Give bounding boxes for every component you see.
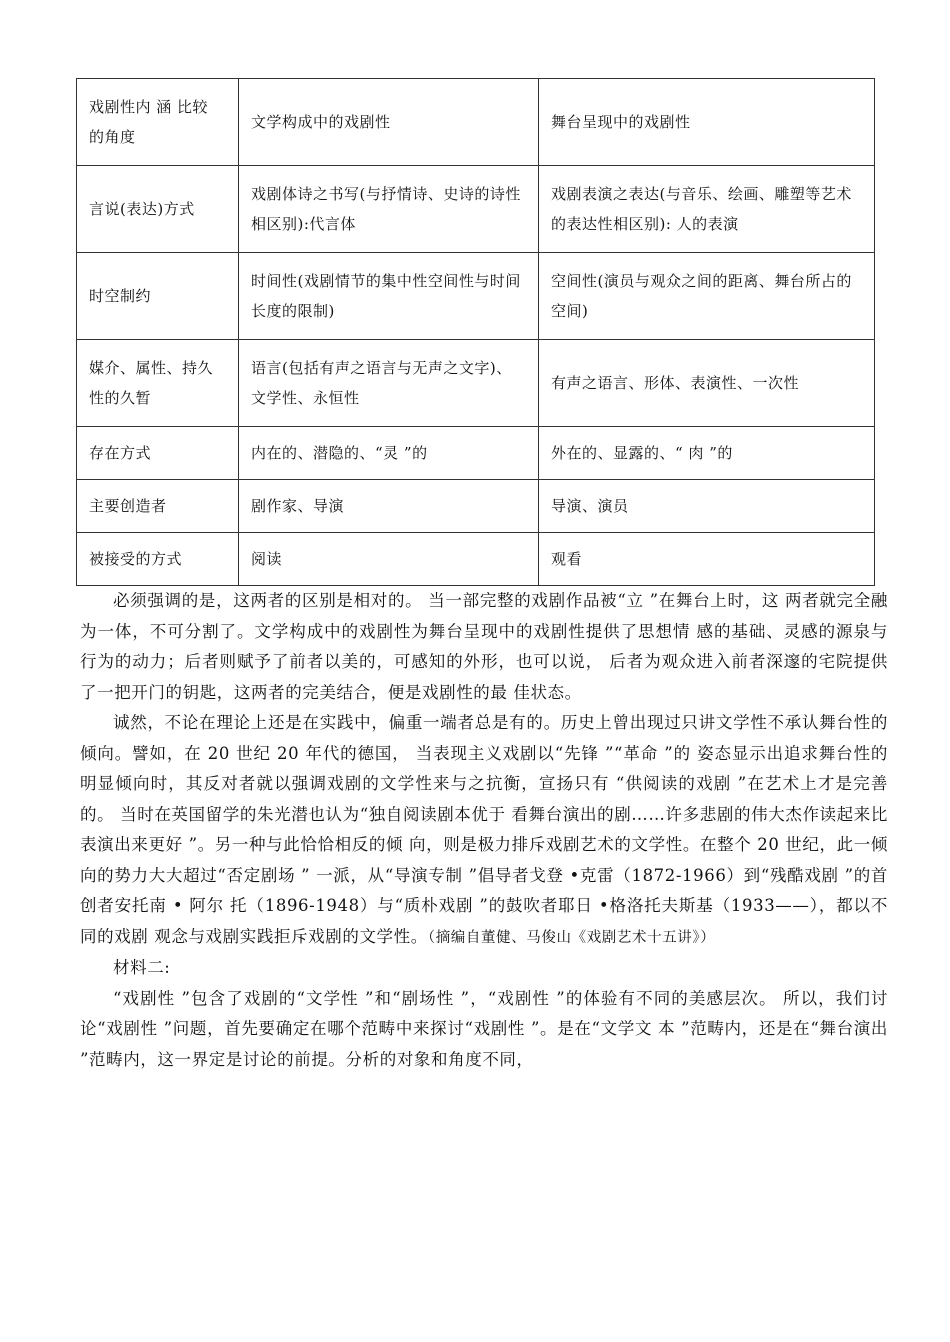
table-cell: 戏剧表演之表达(与音乐、绘画、雕塑等艺术的表达性相区别): 人的表演 [539, 166, 875, 253]
source-citation: （摘编自董健、马俊山《戏剧艺术十五讲》） [427, 929, 716, 946]
table-cell: 有声之语言、形体、表演性、一次性 [539, 340, 875, 427]
table-cell: 言说(表达)方式 [77, 166, 239, 253]
table-cell: 内在的、潜隐的、“灵 ”的 [239, 427, 539, 480]
table-cell: 时间性(戏剧情节的集中性空间性与时间长度的限制) [239, 253, 539, 340]
table-cell: 存在方式 [77, 427, 239, 480]
table-row [77, 533, 875, 586]
paragraph-1: 必须强调的是，这两者的区别是相对的。 当一部完整的戏剧作品被“立 ”在舞台上时，这 两者就完全融为一体，不可分割了。文学构成中的戏剧性为舞台呈现中的戏剧性提供了思想情 感的基础、灵感的源泉与行为的动力；后者则赋予了前者以美的，可感知的外形，也可以说， 后者为观众进入前者深邃的宅院提供了一把开门的钥匙，这两者的完美结合，便是戏剧性的最 佳状态。 [80, 591, 888, 702]
table-row [77, 79, 875, 166]
table-cell: 空间性(演员与观众之间的距离、舞台所占的空间) [539, 253, 875, 340]
table-cell: 戏剧体诗之书写(与抒情诗、史诗的诗性相区别):代言体 [239, 166, 539, 253]
table-cell: 舞台呈现中的戏剧性 [539, 79, 875, 166]
table-cell: 文学构成中的戏剧性 [239, 79, 539, 166]
table-cell: 外在的、显露的、“ 肉 ”的 [539, 427, 875, 480]
table-cell: 阅读 [239, 533, 539, 586]
table-cell: 剧作家、导演 [239, 480, 539, 533]
table-cell: 被接受的方式 [77, 533, 239, 586]
table-row [77, 166, 875, 253]
table-row [77, 427, 875, 480]
paragraph-2-text: 诚然，不论在理论上还是在实践中，偏重一端者总是有的。历史上曾出现过只讲文学性不承认舞台性的倾向。譬如，在 20 世纪 20 年代的德国， 当表现主义戏剧以“先锋 ”“革命 ”的 姿态显示出追求舞台性的明显倾向时，其反对者就以强调戏剧的文学性来与之抗衡，宣扬只有 “供阅读的戏剧 ”在艺术上才是完善的。 当时在英国留学的朱光潜也认为“独自阅读剧本优于 看舞台演出的剧……许多悲剧的伟大杰作读起来比表演出来更好 ”。另一种与此恰恰相反的倾 向，则是极力排斥戏剧艺术的文学性。在整个 20 世纪，此一倾向的势力大大超过“否定剧场 ” 一派，从“导演专制 ”倡导者戈登 •克雷（1872-1966）到“残酷戏剧 ”的首创者安托南 • 阿尔 托（1896-1948）与“质朴戏剧 ”的鼓吹者耶日 •格洛托夫斯基（1933——），都以不同的戏剧 观念与戏剧实践拒斥戏剧的文学性。 [80, 713, 888, 946]
table-cell: 媒介、属性、持久性的久暂 [77, 340, 239, 427]
paragraph-3: “戏剧性 ”包含了戏剧的“文学性 ”和“剧场性 ”，“戏剧性 ”的体验有不同的美感层次。 所以，我们讨论“戏剧性 ”问题，首先要确定在哪个范畴中来探讨“戏剧性 ”。是在“文学文 本 ”范畴内，还是在“舞台演出 ”范畴内，这一界定是讨论的前提。分析的对象和角度不同， [80, 988, 888, 1069]
table-cell: 语言(包括有声之语言与无声之文字)、文学性、永恒性 [239, 340, 539, 427]
paragraph-2 [80, 708, 888, 953]
table-cell: 戏剧性内 涵 比较 的角度 [77, 79, 239, 166]
comparison-table [76, 78, 875, 586]
material-2-heading: 材料二: [113, 958, 171, 977]
table-cell: 时空制约 [77, 253, 239, 340]
table-row [77, 253, 875, 340]
table-row [77, 340, 875, 427]
table-row [77, 480, 875, 533]
table-cell: 主要创造者 [77, 480, 239, 533]
table-cell: 观看 [539, 533, 875, 586]
table-cell: 导演、演员 [539, 480, 875, 533]
body-text [80, 586, 888, 1075]
